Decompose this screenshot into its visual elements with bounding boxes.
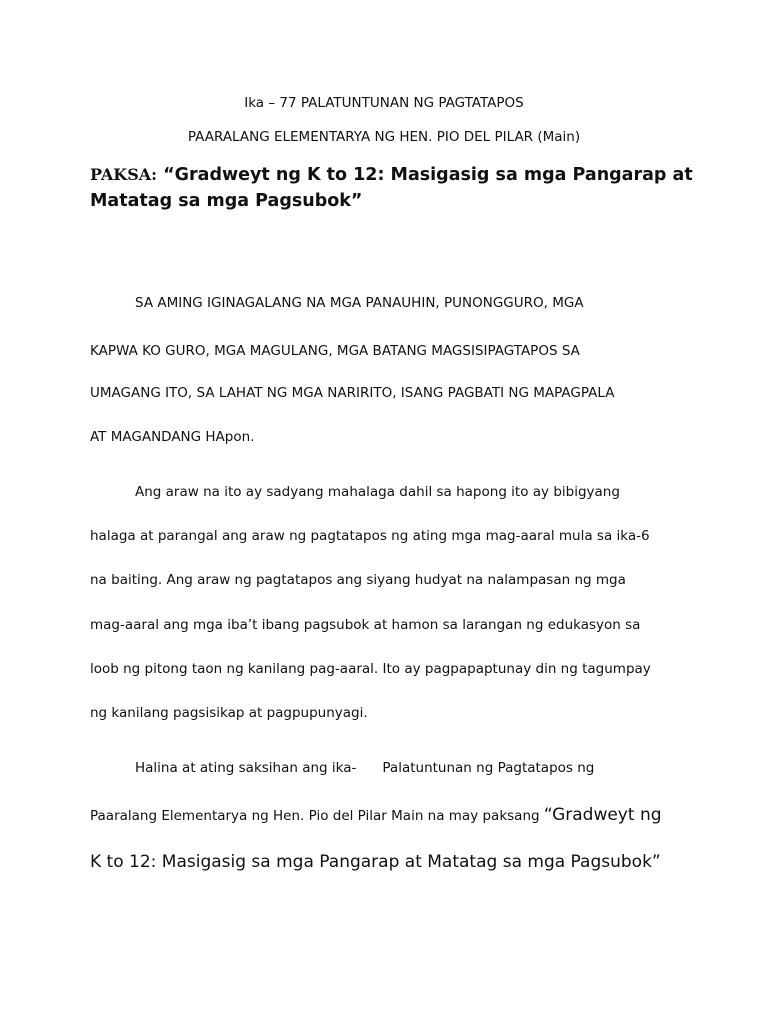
paragraph-line: ng kanilang pagsisikap at pagpupunyagi. [90, 705, 368, 721]
topic-title-line2: Matatag sa mga Pagsubok” [90, 191, 363, 211]
greeting-line: SA AMING IGINAGALANG NA MGA PANAUHIN, PUNONGGURO, MGA [135, 295, 584, 311]
paragraph2-line2-end: “Gradweyt ng [543, 805, 662, 825]
paragraph-line: K to 12: Masigasig sa mga Pangarap at Matatag sa mga Pagsubok” [90, 852, 661, 872]
paragraph2-line2-start: Paaralang Elementarya ng Hen. Pio del Pilar Main na may paksang [90, 808, 544, 824]
topic-title-line1: “Gradweyt ng K to 12: Masigasig sa mga Pangarap at [163, 165, 693, 185]
topic-label: PAKSA: [90, 165, 158, 184]
greeting-line: AT MAGANDANG HApon. [90, 429, 255, 445]
paragraph-line: mag-aaral ang mga iba’t ibang pagsubok at hamon sa larangan ng edukasyon sa [90, 617, 641, 633]
paragraph-line [135, 760, 594, 776]
paragraph-line: na baiting. Ang araw ng pagtatapos ang siyang hudyat na nalampasan ng mga [90, 572, 626, 588]
school-name: PAARALANG ELEMENTARYA NG HEN. PIO DEL PILAR (Main) [187, 129, 581, 145]
greeting-line: UMAGANG ITO, SA LAHAT NG MGA NARIRITO, ISANG PAGBATI NG MAPAGPALA [90, 385, 615, 401]
paragraph-line: halaga at parangal ang araw ng pagtatapos ng ating mga mag-aaral mula sa ika-6 [90, 528, 650, 544]
greeting-line: KAPWA KO GURO, MGA MAGULANG, MGA BATANG MAGSISIPAGTAPOS SA [90, 343, 580, 359]
paragraph-line: loob ng pitong taon ng kanilang pag-aaral. Ito ay pagpapaptunay din ng tagumpay [90, 661, 651, 677]
paragraph2-line1-end: Palatuntunan ng Pagtatapos ng [382, 760, 595, 776]
paragraph-line [90, 805, 662, 825]
program-title: Ika – 77 PALATUNTUNAN NG PAGTATAPOS [244, 95, 524, 111]
paragraph2-line1-start: Halina at ating saksihan ang ika- [135, 760, 357, 776]
topic-heading [90, 162, 700, 214]
paragraph-line: Ang araw na ito ay sadyang mahalaga dahil sa hapong ito ay bibigyang [135, 484, 620, 500]
